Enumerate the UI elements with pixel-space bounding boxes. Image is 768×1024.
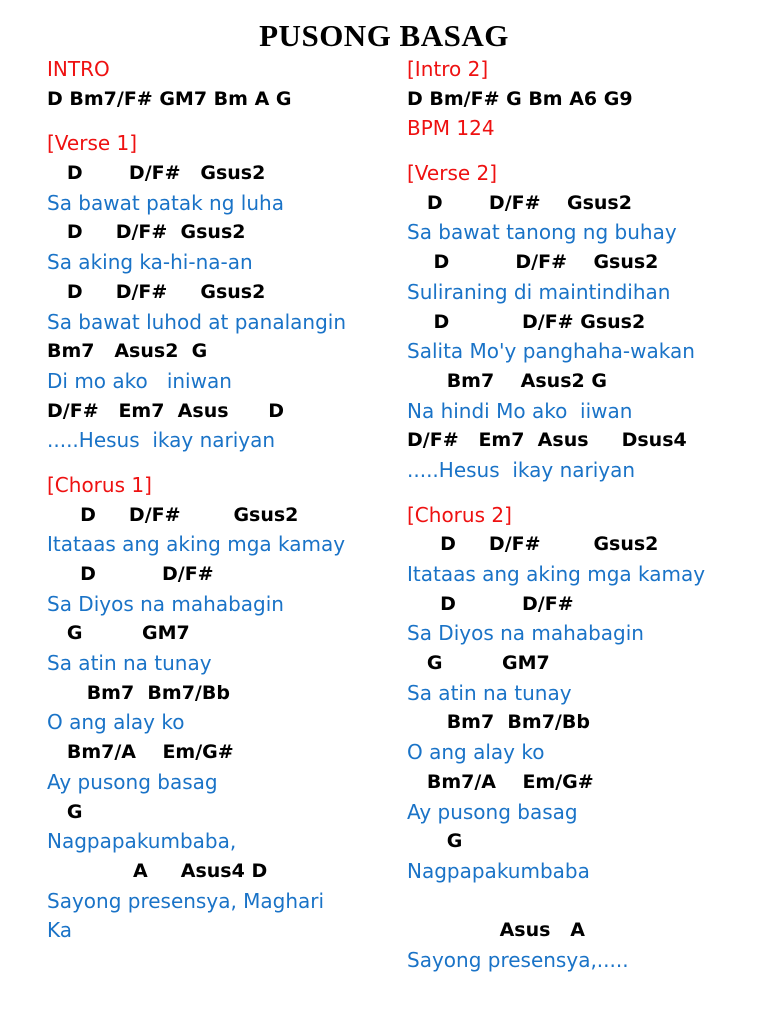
lyric-line: Sa Diyos na mahabagin bbox=[407, 621, 644, 646]
section-spacer bbox=[407, 144, 757, 159]
lyric-line: Sayong presensya,..... bbox=[407, 947, 629, 972]
chord-line: Asus A bbox=[407, 919, 586, 942]
chord-line: D/F# Em7 Asus Dsus4 bbox=[407, 429, 687, 452]
lyric-line: O ang alay ko bbox=[407, 740, 545, 765]
chord-line: Bm7/A Em/G# bbox=[47, 741, 234, 764]
lyric-line: Ka bbox=[47, 918, 73, 943]
section-heading: [Verse 2] bbox=[407, 161, 498, 186]
lyric-line: Salita Mo'y panghaha-wakan bbox=[407, 339, 695, 364]
chord-line: D/F# Em7 Asus D bbox=[47, 399, 284, 422]
blank-line bbox=[407, 887, 757, 917]
chord-line: D D/F# Gsus2 bbox=[47, 503, 299, 526]
lyric-line: O ang alay ko bbox=[47, 710, 185, 735]
lyric-line: Sa atin na tunay bbox=[47, 651, 212, 676]
section-heading: [Verse 1] bbox=[47, 131, 138, 156]
chord-line: D D/F# bbox=[407, 592, 574, 615]
lyric-line: Sa bawat luhod at panalangin bbox=[47, 309, 347, 334]
chord-line: D Bm7/F# GM7 Bm A G bbox=[47, 87, 292, 110]
section-heading: INTRO bbox=[47, 57, 110, 81]
lyric-line: Na hindi Mo ako iiwan bbox=[407, 398, 633, 423]
lyric-line: Ay pusong basag bbox=[47, 769, 218, 794]
chord-line: G GM7 bbox=[47, 622, 190, 645]
lyric-line: Sa aking ka-hi-na-an bbox=[47, 250, 253, 275]
section-heading: [Chorus 2] bbox=[407, 502, 512, 527]
lyric-line: Sa atin na tunay bbox=[407, 680, 572, 705]
chord-line: D D/F# Gsus2 bbox=[407, 251, 659, 274]
lyric-line: Suliraning di maintindihan bbox=[407, 279, 671, 304]
chord-line: Bm7 Bm7/Bb bbox=[407, 711, 590, 734]
chord-line: D D/F# Gsus2 bbox=[47, 221, 246, 244]
section-heading: [Intro 2] bbox=[407, 57, 489, 81]
song-title: PUSONG BASAG bbox=[259, 18, 509, 53]
chord-line: A Asus4 D bbox=[47, 859, 268, 882]
chord-line: D D/F# bbox=[47, 563, 214, 585]
chord-line: G bbox=[407, 830, 463, 853]
lyric-line: Nagpapakumbaba bbox=[407, 858, 590, 883]
chord-line: Bm7 Asus2 G bbox=[407, 369, 607, 392]
section-spacer bbox=[47, 456, 377, 471]
left-column bbox=[47, 55, 377, 946]
lyric-line: Sayong presensya, Maghari bbox=[47, 888, 325, 913]
lyric-line: Sa bawat patak ng luha bbox=[47, 190, 284, 215]
chord-line: G GM7 bbox=[407, 652, 550, 675]
lyric-line: Sa bawat tanong ng buhay bbox=[407, 220, 677, 245]
right-column bbox=[407, 55, 757, 976]
lyric-line: Sa Diyos na mahabagin bbox=[47, 591, 284, 616]
chord-line: D D/F# Gsus2 bbox=[47, 280, 266, 303]
chord-line: D D/F# Gsus2 bbox=[407, 191, 632, 214]
section-spacer bbox=[407, 486, 757, 501]
lyric-line: Nagpapakumbaba, bbox=[47, 829, 237, 854]
chord-line: D D/F# Gsus2 bbox=[407, 533, 659, 556]
section-heading: [Chorus 1] bbox=[47, 472, 152, 497]
section-spacer bbox=[47, 114, 377, 129]
chord-line: Bm7/A Em/G# bbox=[407, 770, 594, 793]
lyric-line: Di mo ako iniwan bbox=[47, 368, 232, 393]
lyric-line: Ay pusong basag bbox=[407, 799, 578, 824]
lyric-line: Itataas ang aking mga kamay bbox=[47, 532, 346, 557]
section-heading: BPM 124 bbox=[407, 116, 495, 141]
lyric-line: Itataas ang aking mga kamay bbox=[407, 562, 706, 586]
chord-line: G bbox=[47, 800, 83, 823]
chord-line: D Bm/F# G Bm A6 G9 bbox=[407, 87, 633, 110]
chord-line: D D/F# Gsus2 bbox=[47, 162, 266, 185]
lyric-line: .....Hesus ikay nariyan bbox=[47, 428, 276, 453]
chord-line: Bm7 Bm7/Bb bbox=[47, 681, 230, 704]
chord-line: D D/F# Gsus2 bbox=[407, 310, 646, 333]
lyric-line: .....Hesus ikay nariyan bbox=[407, 457, 636, 482]
chord-line: Bm7 Asus2 G bbox=[47, 340, 208, 363]
